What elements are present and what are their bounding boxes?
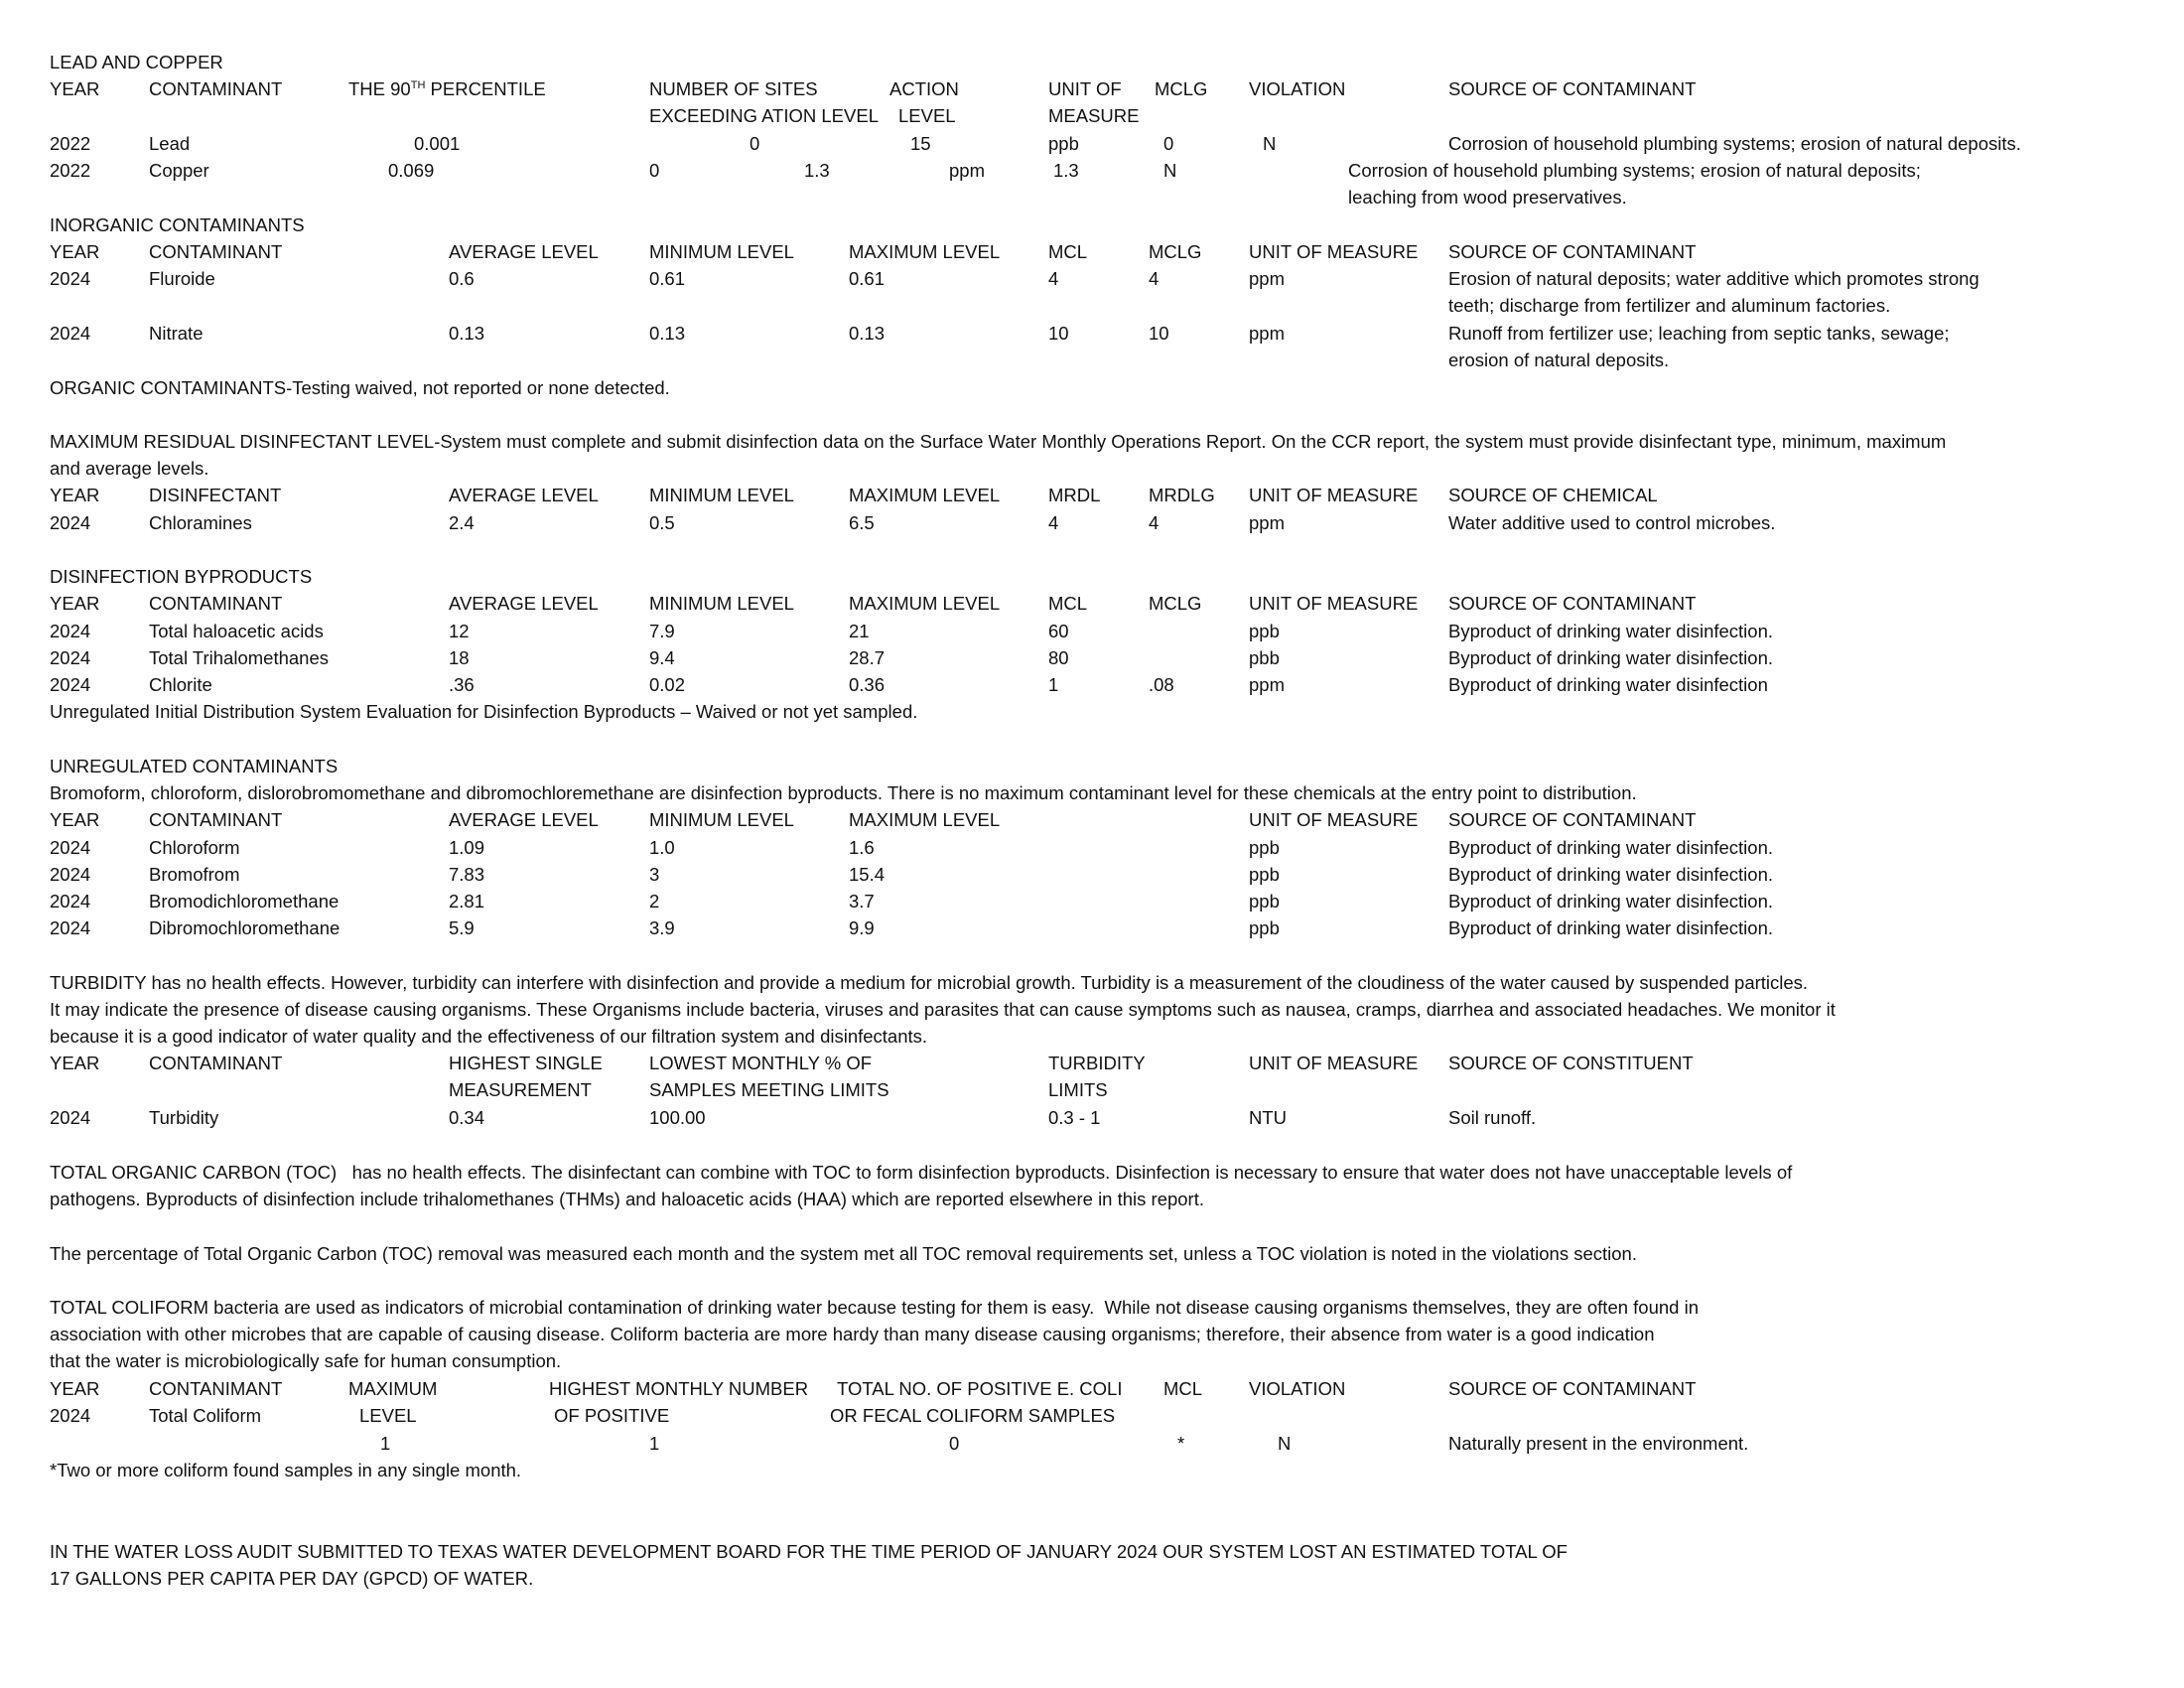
cell-year: 2024 (50, 647, 91, 668)
col-header-mclg: MCLG (1149, 593, 1202, 614)
intro-text: TOTAL ORGANIC CARBON (TOC) has no health effects. The disinfectant can combine with TOC to form disinfection byproducts. Disinfection is necessary to ensure that water does not have unacceptable levels of (50, 1162, 1793, 1183)
col-header-contaminant: CONTAMINANT (149, 1053, 283, 1073)
cell-year: 2022 (50, 160, 91, 181)
cell-minimum: 7.9 (649, 621, 675, 641)
cell-average: 12 (449, 621, 470, 641)
water-loss-text: IN THE WATER LOSS AUDIT SUBMITTED TO TEXAS WATER DEVELOPMENT BOARD FOR THE TIME PERIOD OF JANUARY 2024 OUR SYSTEM LOST AN ESTIMATED TOTAL OF (50, 1541, 1568, 1562)
cell-unit: ppb (1249, 621, 1280, 641)
intro-text: that the water is microbiologically safe for human consumption. (50, 1350, 562, 1371)
cell-unit: ppb (1249, 864, 1280, 885)
cell-source: Byproduct of drinking water disinfection. (1448, 864, 1774, 885)
col-header-contaminant: CONTANIMANT (149, 1378, 283, 1399)
cell-average: 2.4 (449, 512, 475, 533)
col-header-sites-exceeding-line2: EXCEEDING ATION LEVEL (649, 105, 879, 126)
cell-average: 1.09 (449, 837, 485, 858)
coliform-footnote: *Two or more coliform found samples in any single month. (50, 1460, 522, 1480)
col-header-90th-percentile: THE 90TH PERCENTILE (348, 78, 546, 99)
cell-maximum: 3.7 (849, 891, 875, 912)
col-header-year: YEAR (50, 485, 100, 505)
section-title: LEAD AND COPPER (50, 52, 223, 72)
cell-unit: ppb (1249, 837, 1280, 858)
col-header-minimum: MINIMUM LEVEL (649, 485, 794, 505)
cell-lowest-monthly: 100.00 (649, 1107, 706, 1128)
cell-year: 2024 (50, 1405, 91, 1426)
cell-year: 2024 (50, 864, 91, 885)
cell-unit: pbb (1249, 647, 1280, 668)
col-header-violation: VIOLATION (1249, 1378, 1346, 1399)
cell-year: 2024 (50, 917, 91, 938)
intro-text: association with other microbes that are capable of causing disease. Coliform bacteria are more hardy than many disease causing organisms; therefore, their absence from water is a good indication (50, 1324, 1655, 1344)
cell-year: 2024 (50, 268, 91, 289)
cell-source: Naturally present in the environment. (1448, 1433, 1749, 1454)
cell-contaminant: Copper (149, 160, 209, 181)
col-header-action-level-line2: LEVEL (898, 105, 956, 126)
cell-mcl: 4 (1048, 268, 1059, 289)
cell-contaminant: Turbidity (149, 1107, 219, 1128)
cell-year: 2022 (50, 133, 91, 154)
col-header-year: YEAR (50, 78, 100, 99)
col-header-mclg: MCLG (1149, 241, 1202, 262)
col-header-year: YEAR (50, 1053, 100, 1073)
cell-disinfectant: Chloramines (149, 512, 252, 533)
intro-text: Bromoform, chloroform, dislorobromomethane and dibromochloremethane are disinfection byproducts. There is no maximum contaminant level for these chemicals at the entry point to distribution. (50, 782, 1637, 803)
cell-maximum: 0.61 (849, 268, 886, 289)
cell-contaminant: Total haloacetic acids (149, 621, 324, 641)
cell-ecoli: 0 (949, 1433, 960, 1454)
cell-source: Byproduct of drinking water disinfection. (1448, 837, 1774, 858)
cell-mclg: 4 (1149, 268, 1160, 289)
cell-source: Byproduct of drinking water disinfection. (1448, 891, 1774, 912)
intro-text: and average levels. (50, 458, 209, 479)
cell-mclg: 1.3 (1053, 160, 1079, 181)
cell-maximum: 0.36 (849, 674, 886, 695)
cell-source: Byproduct of drinking water disinfection. (1448, 647, 1774, 668)
col-header-minimum: MINIMUM LEVEL (649, 809, 794, 830)
cell-year: 2024 (50, 512, 91, 533)
cell-average: 5.9 (449, 917, 475, 938)
cell-contaminant: Lead (149, 133, 191, 154)
col-header-unit-line1: UNIT OF (1048, 78, 1122, 99)
col-header-maximum: MAXIMUM LEVEL (849, 485, 1001, 505)
organic-contaminants-note: ORGANIC CONTAMINANTS-Testing waived, not reported or none detected. (50, 377, 670, 398)
col-header-lowest-monthly: LOWEST MONTHLY % OF (649, 1053, 873, 1073)
cell-highest-single: 0.34 (449, 1107, 485, 1128)
cell-contaminant: Total Coliform (149, 1405, 262, 1426)
cell-average: 7.83 (449, 864, 485, 885)
cell-contaminant: Chloroform (149, 837, 240, 858)
col-header-unit: UNIT OF MEASURE (1249, 241, 1419, 262)
cell-violation: N (1278, 1433, 1292, 1454)
col-header-average: AVERAGE LEVEL (449, 241, 599, 262)
col-header-maximum: MAXIMUM LEVEL (849, 241, 1001, 262)
cell-maximum: 0.13 (849, 323, 886, 344)
col-header-average: AVERAGE LEVEL (449, 809, 599, 830)
cell-sites-exceeding: 0 (750, 133, 760, 154)
cell-mcl: 60 (1048, 621, 1069, 641)
intro-text: TURBIDITY has no health effects. However, turbidity can interfere with disinfection and provide a medium for microbial growth. Turbidity is a measurement of the cloudiness of the water caused by suspended particles. (50, 972, 1809, 993)
cell-year: 2024 (50, 674, 91, 695)
cell-source-cont: leaching from wood preservatives. (1348, 187, 1627, 208)
col-header-contaminant: CONTAMINANT (149, 78, 283, 99)
cell-average: .36 (449, 674, 475, 695)
cell-unit: ppm (1249, 512, 1285, 533)
cell-contaminant: Fluroide (149, 268, 215, 289)
cell-year: 2024 (50, 837, 91, 858)
cell-contaminant: Bromofrom (149, 864, 240, 885)
byproducts-note: Unregulated Initial Distribution System Evaluation for Disinfection Byproducts – Waived or not yet sampled. (50, 701, 918, 722)
cell-source-cont: teeth; discharge from fertilizer and aluminum factories. (1448, 295, 1891, 316)
col-header-source: SOURCE OF CHEMICAL (1448, 485, 1658, 505)
col-header-disinfectant: DISINFECTANT (149, 485, 282, 505)
col-header-sites-exceeding-line1: NUMBER OF SITES (649, 78, 818, 99)
col-header-average: AVERAGE LEVEL (449, 593, 599, 614)
cell-90th-percentile: 0.069 (388, 160, 435, 181)
col-header-mcl: MCL (1048, 241, 1088, 262)
cell-sites-exceeding: 0 (649, 160, 660, 181)
col-header-average: AVERAGE LEVEL (449, 485, 599, 505)
cell-violation: N (1163, 160, 1177, 181)
col-header-violation: VIOLATION (1249, 78, 1346, 99)
col-header-source: SOURCE OF CONTAMINANT (1448, 78, 1697, 99)
col-header-unit: UNIT OF MEASURE (1249, 485, 1419, 505)
col-header-contaminant: CONTAMINANT (149, 593, 283, 614)
col-header-maximum-level: MAXIMUM (348, 1378, 438, 1399)
cell-source: Water additive used to control microbes. (1448, 512, 1776, 533)
cell-action-level: 15 (910, 133, 931, 154)
cell-minimum: 2 (649, 891, 660, 912)
col-header-mcl: MCL (1163, 1378, 1203, 1399)
cell-minimum: 0.5 (649, 512, 675, 533)
cell-source: Corrosion of household plumbing systems; erosion of natural deposits. (1448, 133, 2021, 154)
col-header-source: SOURCE OF CONTAMINANT (1448, 241, 1697, 262)
cell-average: 18 (449, 647, 470, 668)
cell-unit: ppm (1249, 268, 1285, 289)
cell-source: Runoff from fertilizer use; leaching from septic tanks, sewage; (1448, 323, 1950, 344)
col-header-action-level-line1: ACTION (889, 78, 959, 99)
cell-contaminant: Nitrate (149, 323, 204, 344)
cell-maximum: 21 (849, 621, 870, 641)
cell-contaminant: Bromodichloromethane (149, 891, 340, 912)
cell-maximum: 28.7 (849, 647, 886, 668)
cell-average: 0.6 (449, 268, 475, 289)
toc-removal-text: The percentage of Total Organic Carbon (TOC) removal was measured each month and the system met all TOC removal requirements set, unless a TOC violation is noted in the violations section. (50, 1243, 1637, 1264)
cell-mrdl: 4 (1048, 512, 1059, 533)
cell-minimum: 1.0 (649, 837, 675, 858)
col-header-unit: UNIT OF MEASURE (1249, 593, 1419, 614)
cell-contaminant: Chlorite (149, 674, 212, 695)
col-header-year: YEAR (50, 593, 100, 614)
cell-action-level: 1.3 (804, 160, 830, 181)
cell-mcl: 1 (1048, 674, 1059, 695)
col-header-mrdl: MRDL (1048, 485, 1101, 505)
intro-text: pathogens. Byproducts of disinfection include trihalomethanes (THMs) and haloacetic acids (HAA) which are reported elsewhere in this report. (50, 1189, 1204, 1209)
cell-unit: ppb (1249, 891, 1280, 912)
cell-source: Byproduct of drinking water disinfection. (1448, 917, 1774, 938)
col-header-minimum: MINIMUM LEVEL (649, 241, 794, 262)
cell-contaminant: Total Trihalomethanes (149, 647, 329, 668)
section-title: UNREGULATED CONTAMINANTS (50, 756, 339, 776)
col-header-highest-monthly: HIGHEST MONTHLY NUMBER (549, 1378, 809, 1399)
col-header-ecoli: TOTAL NO. OF POSITIVE E. COLI (837, 1378, 1123, 1399)
cell-year: 2024 (50, 323, 91, 344)
water-loss-text: 17 GALLONS PER CAPITA PER DAY (GPCD) OF WATER. (50, 1568, 534, 1589)
cell-unit: ppm (1249, 674, 1285, 695)
col-header-minimum: MINIMUM LEVEL (649, 593, 794, 614)
col-header-year: YEAR (50, 1378, 100, 1399)
cell-maximum: 6.5 (849, 512, 875, 533)
col-header-contaminant: CONTAMINANT (149, 241, 283, 262)
cell-contaminant: Dibromochloromethane (149, 917, 341, 938)
col-header-source: SOURCE OF CONTAMINANT (1448, 593, 1697, 614)
cell-source-cont: erosion of natural deposits. (1448, 350, 1670, 370)
cell-maximum: 15.4 (849, 864, 886, 885)
col-header-highest-single: HIGHEST SINGLE (449, 1053, 603, 1073)
col-header-source: SOURCE OF CONTAMINANT (1448, 809, 1697, 830)
col-header-unit-line2: MEASURE (1048, 105, 1140, 126)
col-header-maximum-level-line2: LEVEL (359, 1405, 417, 1426)
col-header-source: SOURCE OF CONSTITUENT (1448, 1053, 1694, 1073)
cell-violation: N (1263, 133, 1277, 154)
intro-text: MAXIMUM RESIDUAL DISINFECTANT LEVEL-System must complete and submit disinfection data on the Surface Water Monthly Operations Report. On the CCR report, the system must provide disinfectant type, minimum, maximum (50, 431, 1947, 452)
cell-source: Soil runoff. (1448, 1107, 1537, 1128)
cell-source: Byproduct of drinking water disinfection. (1448, 621, 1774, 641)
cell-unit: ppb (1048, 133, 1079, 154)
col-header-highest-single-line2: MEASUREMENT (449, 1079, 592, 1100)
cell-mclg: 10 (1149, 323, 1169, 344)
cell-unit: ppb (1249, 917, 1280, 938)
col-header-ecoli-line2: OR FECAL COLIFORM SAMPLES (830, 1405, 1116, 1426)
col-header-mclg: MCLG (1155, 78, 1208, 99)
cell-year: 2024 (50, 891, 91, 912)
intro-text: TOTAL COLIFORM bacteria are used as indicators of microbial contamination of drinking water because testing for them is easy. While not disease causing organisms themselves, they are often found in (50, 1297, 1699, 1318)
cell-mclg: 0 (1163, 133, 1174, 154)
cell-minimum: 0.02 (649, 674, 686, 695)
cell-unit: ppm (1249, 323, 1285, 344)
col-header-turbidity-limits: TURBIDITY (1048, 1053, 1146, 1073)
cell-source: Byproduct of drinking water disinfection (1448, 674, 1768, 695)
cell-mrdlg: 4 (1149, 512, 1160, 533)
cell-maximum-level: 1 (380, 1433, 391, 1454)
cell-average: 2.81 (449, 891, 485, 912)
cell-turbidity-limits: 0.3 - 1 (1048, 1107, 1101, 1128)
section-title: DISINFECTION BYPRODUCTS (50, 566, 313, 587)
col-header-maximum: MAXIMUM LEVEL (849, 593, 1001, 614)
col-header-highest-monthly-line2: OF POSITIVE (554, 1405, 670, 1426)
col-header-unit: UNIT OF MEASURE (1249, 809, 1419, 830)
cell-minimum: 0.13 (649, 323, 686, 344)
col-header-contaminant: CONTAMINANT (149, 809, 283, 830)
col-header-unit: UNIT OF MEASURE (1249, 1053, 1419, 1073)
col-header-year: YEAR (50, 809, 100, 830)
intro-text: It may indicate the presence of disease causing organisms. These Organisms include bacteria, viruses and parasites that can cause symptoms such as nausea, cramps, diarrhea and associated headaches. We monitor it (50, 999, 1836, 1020)
col-header-source: SOURCE OF CONTAMINANT (1448, 1378, 1697, 1399)
col-header-turbidity-limits-line2: LIMITS (1048, 1079, 1108, 1100)
cell-maximum: 9.9 (849, 917, 875, 938)
cell-90th-percentile: 0.001 (414, 133, 461, 154)
cell-source: Corrosion of household plumbing systems; erosion of natural deposits; (1348, 160, 1921, 181)
cell-mcl: * (1177, 1433, 1185, 1454)
cell-unit: ppm (949, 160, 985, 181)
col-header-lowest-monthly-line2: SAMPLES MEETING LIMITS (649, 1079, 889, 1100)
cell-minimum: 3.9 (649, 917, 675, 938)
cell-year: 2024 (50, 621, 91, 641)
cell-minimum: 9.4 (649, 647, 675, 668)
cell-average: 0.13 (449, 323, 485, 344)
cell-source: Erosion of natural deposits; water additive which promotes strong (1448, 268, 1979, 289)
intro-text: because it is a good indicator of water quality and the effectiveness of our filtration system and disinfectants. (50, 1026, 928, 1047)
section-title: INORGANIC CONTAMINANTS (50, 214, 305, 235)
col-header-mcl: MCL (1048, 593, 1088, 614)
cell-mclg: .08 (1149, 674, 1174, 695)
cell-minimum: 0.61 (649, 268, 686, 289)
cell-minimum: 3 (649, 864, 660, 885)
col-header-mrdlg: MRDLG (1149, 485, 1215, 505)
cell-year: 2024 (50, 1107, 91, 1128)
cell-mcl: 80 (1048, 647, 1069, 668)
col-header-maximum: MAXIMUM LEVEL (849, 809, 1001, 830)
cell-maximum: 1.6 (849, 837, 875, 858)
cell-highest-monthly: 1 (649, 1433, 660, 1454)
col-header-year: YEAR (50, 241, 100, 262)
cell-unit: NTU (1249, 1107, 1288, 1128)
cell-mcl: 10 (1048, 323, 1069, 344)
